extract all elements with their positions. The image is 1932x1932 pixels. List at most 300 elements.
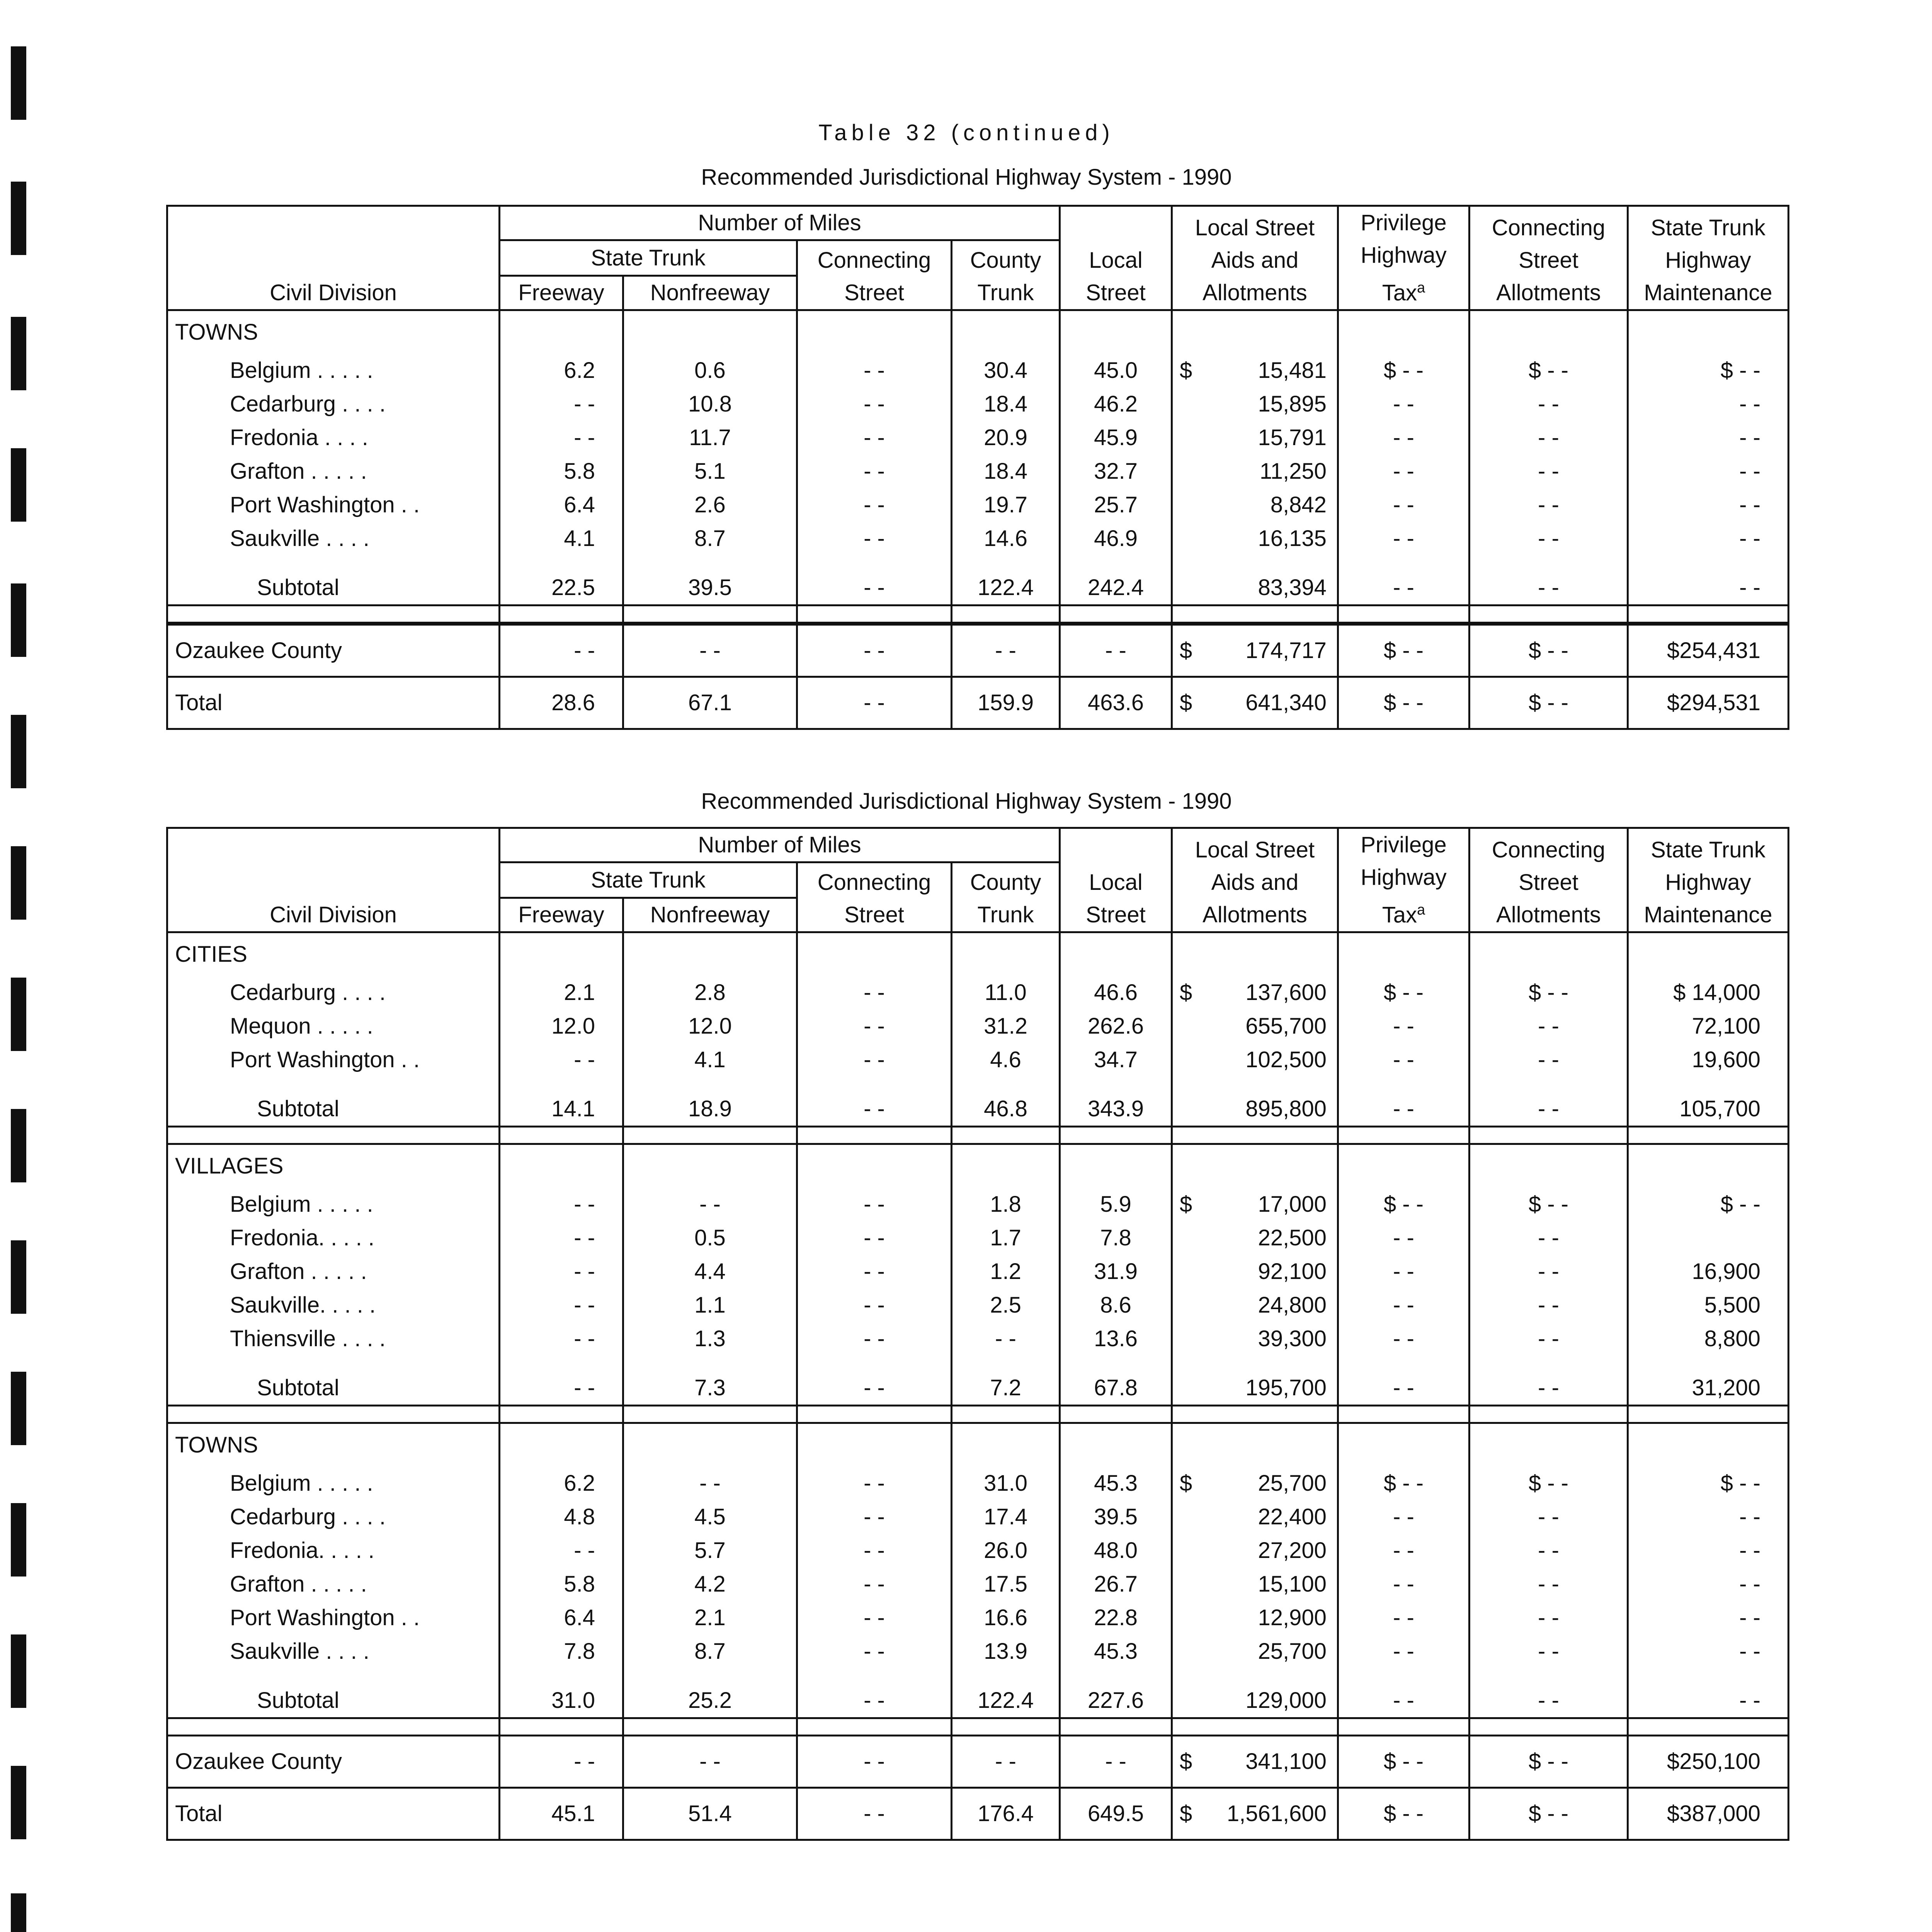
cell-privilege-tax: $ - - xyxy=(1338,1466,1469,1500)
spacer-cell xyxy=(1469,1355,1628,1371)
cell-county-trunk: 17.4 xyxy=(952,1500,1060,1534)
spacer-cell xyxy=(1469,1406,1628,1423)
cell-freeway: - - xyxy=(500,1221,623,1255)
cell-civil-division: Cedarburg . . . . xyxy=(167,1500,500,1534)
aids-value: 16,135 xyxy=(1258,526,1327,551)
spacer-cell xyxy=(797,1355,952,1371)
cell-connecting-allotments: - - xyxy=(1469,1255,1628,1288)
aids-value: 137,600 xyxy=(1245,980,1327,1005)
cell-county-trunk: 2.5 xyxy=(952,1288,1060,1322)
dollar-sign: $ xyxy=(1180,690,1192,716)
spacer-cell xyxy=(1338,1668,1469,1684)
cell-freeway: - - xyxy=(500,421,623,454)
spacer-cell xyxy=(1172,555,1338,571)
cell-county-trunk: 17.5 xyxy=(952,1567,1060,1601)
cell-privilege-tax: - - xyxy=(1338,387,1469,421)
cell-privilege-tax: - - xyxy=(1338,1601,1469,1634)
spacer-cell xyxy=(500,1406,623,1423)
cell-connecting-street: - - xyxy=(797,1534,952,1567)
spacer-cell xyxy=(1469,605,1628,624)
header-local-street: Local Street xyxy=(1060,206,1172,310)
cell-county-trunk: 11.0 xyxy=(952,976,1060,1009)
cell-civil-division: Grafton . . . . . xyxy=(167,1567,500,1601)
spacer-cell xyxy=(1338,1406,1469,1423)
cell-civil-division: Grafton . . . . . xyxy=(167,454,500,488)
cell-nonfreeway: 25.2 xyxy=(623,1684,797,1718)
cell-connecting-street: - - xyxy=(797,677,952,729)
group-header-row xyxy=(167,1144,1789,1188)
empty-cell xyxy=(1060,1423,1172,1467)
cell-privilege-tax: - - xyxy=(1338,1634,1469,1668)
cell-local-street-aids xyxy=(1172,522,1338,555)
group-header-row xyxy=(167,1423,1789,1467)
binder-mark xyxy=(11,1503,26,1577)
table-caption: Table 32 (continued) xyxy=(818,120,1114,145)
binder-mark xyxy=(11,1240,26,1314)
subtotal-row xyxy=(167,1684,1789,1718)
cell-connecting-allotments: - - xyxy=(1469,522,1628,555)
spacer-row xyxy=(167,1355,1789,1371)
cell-county-trunk: 176.4 xyxy=(952,1788,1060,1840)
empty-cell xyxy=(1338,1144,1469,1188)
cell-local-street: 22.8 xyxy=(1060,1601,1172,1634)
binder-mark xyxy=(11,715,26,788)
spacer-cell xyxy=(1628,1355,1789,1371)
header-privilege-tax xyxy=(1338,206,1469,310)
cell-civil-division: Ozaukee County xyxy=(167,1736,500,1788)
cell-local-street-aids xyxy=(1172,1534,1338,1567)
cell-connecting-allotments: - - xyxy=(1469,454,1628,488)
cell-nonfreeway: 8.7 xyxy=(623,522,797,555)
spacer-cell xyxy=(952,1077,1060,1092)
cell-connecting-street: - - xyxy=(797,354,952,387)
spacer-row xyxy=(167,605,1789,624)
spacer-cell xyxy=(1338,1077,1469,1092)
empty-cell xyxy=(500,1423,623,1467)
spacer-cell xyxy=(1060,1718,1172,1736)
table-row xyxy=(167,1288,1789,1322)
group-label: TOWNS xyxy=(167,1423,500,1467)
header-nonfreeway: Nonfreeway xyxy=(623,898,797,932)
cell-local-street: 46.6 xyxy=(1060,976,1172,1009)
table2-subtitle: Recommended Jurisdictional Highway System - 1990 xyxy=(701,789,1232,814)
cell-nonfreeway: 8.7 xyxy=(623,1634,797,1668)
header-privilege-tax-label: Privilege Highway Tax xyxy=(1361,832,1447,928)
cell-freeway: 31.0 xyxy=(500,1684,623,1718)
cell-privilege-tax: - - xyxy=(1338,1371,1469,1406)
cell-connecting-street: - - xyxy=(797,571,952,605)
cell-civil-division: Thiensville . . . . xyxy=(167,1322,500,1355)
header-connecting-allotments: Connecting Street Allotments xyxy=(1469,206,1628,310)
header-county-trunk: County Trunk xyxy=(952,240,1060,310)
spacer-cell xyxy=(167,1668,500,1684)
cell-state-trunk-maintenance: - - xyxy=(1628,387,1789,421)
table-row xyxy=(167,1043,1789,1077)
spacer-cell xyxy=(1628,1718,1789,1736)
cell-local-street: 45.3 xyxy=(1060,1634,1172,1668)
spacer-cell xyxy=(797,555,952,571)
aids-value: 15,791 xyxy=(1258,425,1327,451)
cell-civil-division: Port Washington . . xyxy=(167,1601,500,1634)
spacer-cell xyxy=(952,555,1060,571)
cell-nonfreeway: 0.6 xyxy=(623,354,797,387)
spacer-cell xyxy=(1172,605,1338,624)
cell-local-street-aids xyxy=(1172,1009,1338,1043)
cell-connecting-allotments: - - xyxy=(1469,387,1628,421)
cell-connecting-street: - - xyxy=(797,1684,952,1718)
empty-cell xyxy=(1060,310,1172,354)
cell-privilege-tax: $ - - xyxy=(1338,1187,1469,1221)
cell-civil-division: Fredonia. . . . . xyxy=(167,1221,500,1255)
spacer-cell xyxy=(1338,605,1469,624)
binder-mark xyxy=(11,1766,26,1839)
cell-state-trunk-maintenance: $387,000 xyxy=(1628,1788,1789,1840)
spacer-cell xyxy=(1060,605,1172,624)
cell-nonfreeway: 51.4 xyxy=(623,1788,797,1840)
cell-freeway: 12.0 xyxy=(500,1009,623,1043)
binder-mark xyxy=(11,1372,26,1445)
cell-nonfreeway: 4.5 xyxy=(623,1500,797,1534)
cell-county-trunk: 14.6 xyxy=(952,522,1060,555)
aids-value: 25,700 xyxy=(1258,1471,1327,1496)
cell-nonfreeway: 10.8 xyxy=(623,387,797,421)
cell-connecting-street: - - xyxy=(797,1322,952,1355)
cell-nonfreeway: 0.5 xyxy=(623,1221,797,1255)
spacer-cell xyxy=(1060,1127,1172,1144)
cell-freeway: 4.1 xyxy=(500,522,623,555)
aids-value: 22,400 xyxy=(1258,1504,1327,1530)
subtotal-row xyxy=(167,1092,1789,1127)
cell-local-street: 343.9 xyxy=(1060,1092,1172,1127)
cell-freeway: 5.8 xyxy=(500,454,623,488)
spacer-row xyxy=(167,1127,1789,1144)
cell-freeway: 7.8 xyxy=(500,1634,623,1668)
cell-connecting-street: - - xyxy=(797,1634,952,1668)
table-row xyxy=(167,454,1789,488)
dollar-sign: $ xyxy=(1180,1749,1192,1774)
cell-connecting-street: - - xyxy=(797,1466,952,1500)
spacer-cell xyxy=(952,1668,1060,1684)
cell-connecting-allotments: - - xyxy=(1469,421,1628,454)
empty-cell xyxy=(797,1144,952,1188)
cell-state-trunk-maintenance: - - xyxy=(1628,1567,1789,1601)
spacer-cell xyxy=(1628,1668,1789,1684)
cell-state-trunk-maintenance: - - xyxy=(1628,488,1789,522)
spacer-cell xyxy=(1628,605,1789,624)
spacer-cell xyxy=(1172,1406,1338,1423)
cell-nonfreeway: 67.1 xyxy=(623,677,797,729)
empty-cell xyxy=(1628,310,1789,354)
cell-civil-division: Ozaukee County xyxy=(167,624,500,677)
spacer-row xyxy=(167,555,1789,571)
header-privilege-tax xyxy=(1338,828,1469,932)
aids-value: 1,561,600 xyxy=(1227,1801,1327,1827)
cell-connecting-allotments: - - xyxy=(1469,1500,1628,1534)
cell-privilege-tax: - - xyxy=(1338,421,1469,454)
empty-cell xyxy=(797,1423,952,1467)
cell-local-street: 45.3 xyxy=(1060,1466,1172,1500)
cell-local-street-aids xyxy=(1172,1684,1338,1718)
cell-freeway: 6.2 xyxy=(500,354,623,387)
spacer-cell xyxy=(952,1406,1060,1423)
table-row xyxy=(167,1466,1789,1500)
dollar-sign: $ xyxy=(1180,1801,1192,1827)
table1 xyxy=(166,205,1789,730)
cell-county-trunk: 16.6 xyxy=(952,1601,1060,1634)
cell-state-trunk-maintenance: - - xyxy=(1628,1684,1789,1718)
spacer-cell xyxy=(1060,555,1172,571)
binder-mark xyxy=(11,317,26,390)
dollar-sign: $ xyxy=(1180,1471,1192,1496)
cell-civil-division: Fredonia . . . . xyxy=(167,421,500,454)
cell-privilege-tax: - - xyxy=(1338,1567,1469,1601)
cell-privilege-tax: - - xyxy=(1338,1684,1469,1718)
cell-local-street-aids xyxy=(1172,488,1338,522)
spacer-cell xyxy=(623,555,797,571)
cell-freeway: - - xyxy=(500,1043,623,1077)
cell-privilege-tax: - - xyxy=(1338,1255,1469,1288)
cell-nonfreeway: 18.9 xyxy=(623,1092,797,1127)
empty-cell xyxy=(500,310,623,354)
dollar-sign: $ xyxy=(1180,638,1192,663)
cell-local-street-aids xyxy=(1172,1567,1338,1601)
cell-freeway: - - xyxy=(500,1736,623,1788)
cell-connecting-street: - - xyxy=(797,1009,952,1043)
cell-county-trunk: - - xyxy=(952,624,1060,677)
cell-civil-division: Total xyxy=(167,1788,500,1840)
binder-mark xyxy=(11,448,26,522)
header-local-street-aids: Local Street Aids and Allotments xyxy=(1172,206,1338,310)
cell-nonfreeway: 4.1 xyxy=(623,1043,797,1077)
cell-civil-division: Saukville. . . . . xyxy=(167,1288,500,1322)
cell-state-trunk-maintenance: $ - - xyxy=(1628,1187,1789,1221)
cell-civil-division: Belgium . . . . . xyxy=(167,1466,500,1500)
summary-row xyxy=(167,624,1789,677)
cell-local-street-aids xyxy=(1172,1466,1338,1500)
cell-nonfreeway: 5.1 xyxy=(623,454,797,488)
cell-connecting-allotments: $ - - xyxy=(1469,1788,1628,1840)
cell-privilege-tax: $ - - xyxy=(1338,1788,1469,1840)
cell-civil-division: Cedarburg . . . . xyxy=(167,976,500,1009)
empty-cell xyxy=(1172,1144,1338,1188)
aids-value: 39,300 xyxy=(1258,1326,1327,1352)
spacer-cell xyxy=(1628,555,1789,571)
cell-civil-division: Saukville . . . . xyxy=(167,1634,500,1668)
spacer-cell xyxy=(1060,1077,1172,1092)
cell-nonfreeway: - - xyxy=(623,624,797,677)
cell-county-trunk: 4.6 xyxy=(952,1043,1060,1077)
spacer-cell xyxy=(797,1668,952,1684)
subtotal-row xyxy=(167,1371,1789,1406)
cell-privilege-tax: $ - - xyxy=(1338,677,1469,729)
cell-privilege-tax: $ - - xyxy=(1338,1736,1469,1788)
summary-row xyxy=(167,1736,1789,1788)
table-row xyxy=(167,1634,1789,1668)
cell-connecting-allotments: - - xyxy=(1469,1043,1628,1077)
cell-privilege-tax: $ - - xyxy=(1338,354,1469,387)
group-header-row xyxy=(167,932,1789,976)
cell-connecting-street: - - xyxy=(797,1601,952,1634)
table-row xyxy=(167,1601,1789,1634)
cell-county-trunk: 18.4 xyxy=(952,387,1060,421)
spacer-cell xyxy=(797,1718,952,1736)
cell-state-trunk-maintenance: $250,100 xyxy=(1628,1736,1789,1788)
spacer-cell xyxy=(1172,1718,1338,1736)
empty-cell xyxy=(623,1144,797,1188)
cell-civil-division: Belgium . . . . . xyxy=(167,354,500,387)
cell-local-street: 39.5 xyxy=(1060,1500,1172,1534)
spacer-cell xyxy=(623,1718,797,1736)
spacer-cell xyxy=(1469,1668,1628,1684)
cell-state-trunk-maintenance: - - xyxy=(1628,1500,1789,1534)
header-connecting-street: Connecting Street xyxy=(797,862,952,932)
binder-marks xyxy=(11,0,34,1932)
empty-cell xyxy=(952,1144,1060,1188)
spacer-cell xyxy=(1172,1127,1338,1144)
spacer-cell xyxy=(952,1718,1060,1736)
cell-nonfreeway: 11.7 xyxy=(623,421,797,454)
cell-local-street: - - xyxy=(1060,624,1172,677)
table-row xyxy=(167,354,1789,387)
empty-cell xyxy=(1628,932,1789,976)
header-state-trunk: State Trunk xyxy=(500,862,797,898)
cell-local-street-aids xyxy=(1172,1601,1338,1634)
table2 xyxy=(166,827,1789,1841)
cell-local-street-aids xyxy=(1172,976,1338,1009)
subtotal-row xyxy=(167,571,1789,605)
cell-local-street: 13.6 xyxy=(1060,1322,1172,1355)
cell-nonfreeway: 7.3 xyxy=(623,1371,797,1406)
summary-row xyxy=(167,1788,1789,1840)
spacer-cell xyxy=(1338,1355,1469,1371)
cell-nonfreeway: 4.4 xyxy=(623,1255,797,1288)
cell-connecting-allotments: - - xyxy=(1469,1534,1628,1567)
cell-privilege-tax: - - xyxy=(1338,1043,1469,1077)
cell-freeway: - - xyxy=(500,1187,623,1221)
header-state-trunk-maintenance: State Trunk Highway Maintenance xyxy=(1628,828,1789,932)
cell-local-street: 7.8 xyxy=(1060,1221,1172,1255)
aids-value: 15,895 xyxy=(1258,391,1327,417)
header-connecting-allotments: Connecting Street Allotments xyxy=(1469,828,1628,932)
cell-county-trunk: 31.0 xyxy=(952,1466,1060,1500)
spacer-cell xyxy=(500,1668,623,1684)
cell-state-trunk-maintenance: $294,531 xyxy=(1628,677,1789,729)
cell-local-street: 26.7 xyxy=(1060,1567,1172,1601)
aids-value: 83,394 xyxy=(1258,575,1327,600)
cell-freeway: 6.4 xyxy=(500,1601,623,1634)
group-label: VILLAGES xyxy=(167,1144,500,1188)
cell-local-street: 46.9 xyxy=(1060,522,1172,555)
table-row xyxy=(167,387,1789,421)
cell-freeway: - - xyxy=(500,387,623,421)
aids-value: 27,200 xyxy=(1258,1538,1327,1563)
cell-nonfreeway: 1.3 xyxy=(623,1322,797,1355)
empty-cell xyxy=(500,1144,623,1188)
cell-civil-division: Saukville . . . . xyxy=(167,522,500,555)
empty-cell xyxy=(500,932,623,976)
spacer-cell xyxy=(797,605,952,624)
cell-county-trunk: 19.7 xyxy=(952,488,1060,522)
cell-connecting-street: - - xyxy=(797,522,952,555)
cell-local-street-aids xyxy=(1172,1736,1338,1788)
spacer-cell xyxy=(1628,1077,1789,1092)
table-row xyxy=(167,421,1789,454)
spacer-cell xyxy=(623,605,797,624)
cell-county-trunk: 18.4 xyxy=(952,454,1060,488)
binder-mark xyxy=(11,978,26,1051)
cell-local-street-aids xyxy=(1172,1221,1338,1255)
binder-mark xyxy=(11,1893,26,1932)
cell-connecting-allotments: $ - - xyxy=(1469,677,1628,729)
empty-cell xyxy=(1338,310,1469,354)
cell-local-street: 45.0 xyxy=(1060,354,1172,387)
cell-privilege-tax: - - xyxy=(1338,1534,1469,1567)
table-row xyxy=(167,976,1789,1009)
cell-nonfreeway: 1.1 xyxy=(623,1288,797,1322)
table-row xyxy=(167,1567,1789,1601)
header-state-trunk-maintenance: State Trunk Highway Maintenance xyxy=(1628,206,1789,310)
cell-state-trunk-maintenance: $ - - xyxy=(1628,1466,1789,1500)
aids-value: 655,700 xyxy=(1245,1014,1327,1039)
cell-privilege-tax: - - xyxy=(1338,1009,1469,1043)
aids-value: 24,800 xyxy=(1258,1293,1327,1318)
cell-local-street: 67.8 xyxy=(1060,1371,1172,1406)
cell-connecting-allotments: - - xyxy=(1469,1634,1628,1668)
aids-value: 174,717 xyxy=(1245,638,1327,663)
cell-freeway: - - xyxy=(500,1534,623,1567)
cell-local-street-aids xyxy=(1172,624,1338,677)
cell-local-street: 45.9 xyxy=(1060,421,1172,454)
empty-cell xyxy=(797,310,952,354)
cell-connecting-allotments: - - xyxy=(1469,1601,1628,1634)
cell-county-trunk: 1.7 xyxy=(952,1221,1060,1255)
cell-state-trunk-maintenance: 31,200 xyxy=(1628,1371,1789,1406)
cell-freeway: 6.4 xyxy=(500,488,623,522)
cell-connecting-street: - - xyxy=(797,1371,952,1406)
spacer-cell xyxy=(500,1718,623,1736)
spacer-cell xyxy=(623,1127,797,1144)
cell-local-street: 227.6 xyxy=(1060,1684,1172,1718)
empty-cell xyxy=(1060,932,1172,976)
empty-cell xyxy=(623,932,797,976)
cell-local-street: 8.6 xyxy=(1060,1288,1172,1322)
header-local-street-aids: Local Street Aids and Allotments xyxy=(1172,828,1338,932)
spacer-cell xyxy=(1628,1406,1789,1423)
cell-nonfreeway: - - xyxy=(623,1736,797,1788)
spacer-cell xyxy=(623,1406,797,1423)
cell-freeway: 2.1 xyxy=(500,976,623,1009)
spacer-cell xyxy=(167,1355,500,1371)
cell-connecting-street: - - xyxy=(797,1255,952,1288)
cell-connecting-street: - - xyxy=(797,387,952,421)
empty-cell xyxy=(952,310,1060,354)
cell-connecting-street: - - xyxy=(797,454,952,488)
cell-freeway: 28.6 xyxy=(500,677,623,729)
group-label: TOWNS xyxy=(167,310,500,354)
empty-cell xyxy=(1338,1423,1469,1467)
cell-privilege-tax: - - xyxy=(1338,488,1469,522)
spacer-cell xyxy=(500,605,623,624)
spacer-cell xyxy=(500,1355,623,1371)
cell-civil-division: Subtotal xyxy=(167,1092,500,1127)
aids-value: 92,100 xyxy=(1258,1259,1327,1284)
cell-county-trunk: 1.8 xyxy=(952,1187,1060,1221)
spacer-row xyxy=(167,1668,1789,1684)
spacer-cell xyxy=(1172,1355,1338,1371)
cell-connecting-street: - - xyxy=(797,1187,952,1221)
cell-freeway: 22.5 xyxy=(500,571,623,605)
spacer-cell xyxy=(500,1077,623,1092)
